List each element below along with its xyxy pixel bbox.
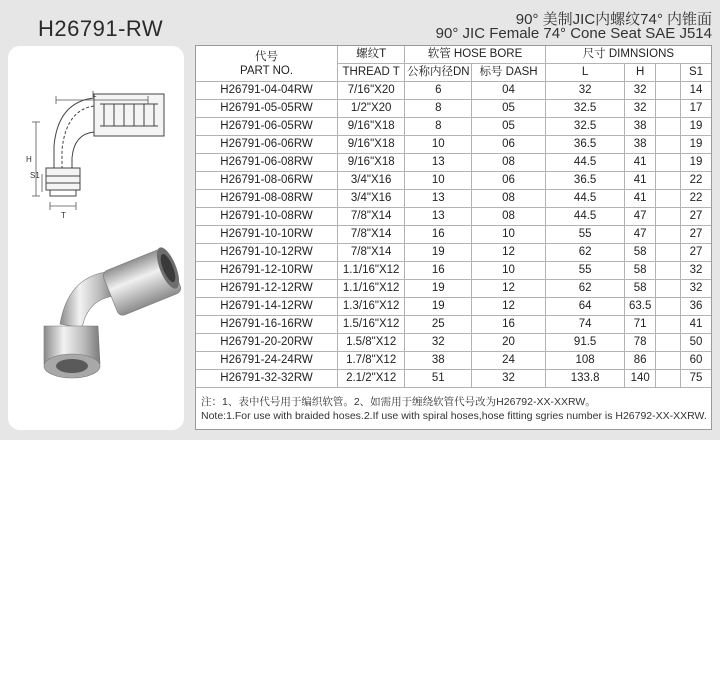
cell-blank xyxy=(655,280,680,298)
cell-dn: 19 xyxy=(405,244,472,262)
cell-dash: 06 xyxy=(472,136,545,154)
cell-part-no: H26791-06-06RW xyxy=(196,136,338,154)
fitting-photo xyxy=(44,245,184,378)
table-row xyxy=(196,352,711,370)
cell-dim-h: 41 xyxy=(625,190,655,208)
cell-dim-l: 44.5 xyxy=(545,190,625,208)
table-row xyxy=(196,82,711,100)
cell-dim-l: 32 xyxy=(545,82,625,100)
table-row xyxy=(196,154,711,172)
cell-dim-l: 44.5 xyxy=(545,208,625,226)
cell-part-no: H26791-05-05RW xyxy=(196,100,338,118)
cell-dn: 13 xyxy=(405,208,472,226)
cell-dim-l: 36.5 xyxy=(545,172,625,190)
cell-part-no: H26791-08-08RW xyxy=(196,190,338,208)
spec-table xyxy=(196,46,711,388)
cell-dn: 38 xyxy=(405,352,472,370)
cell-dim-l: 108 xyxy=(545,352,625,370)
cell-dim-h: 41 xyxy=(625,154,655,172)
dim-label-t: T xyxy=(61,211,66,220)
cell-dim-h: 58 xyxy=(625,280,655,298)
cell-part-no: H26791-32-32RW xyxy=(196,370,338,388)
cell-dn: 13 xyxy=(405,190,472,208)
cell-dim-s1: 22 xyxy=(681,190,711,208)
cell-part-no: H26791-04-04RW xyxy=(196,82,338,100)
cell-blank xyxy=(655,118,680,136)
cell-dash: 12 xyxy=(472,298,545,316)
cell-thread: 7/8"X14 xyxy=(338,208,405,226)
header-part-en: PART NO. xyxy=(240,64,294,77)
cell-dim-h: 58 xyxy=(625,262,655,280)
cell-dn: 8 xyxy=(405,100,472,118)
cell-dim-l: 32.5 xyxy=(545,100,625,118)
cell-dash: 06 xyxy=(472,172,545,190)
cell-blank xyxy=(655,154,680,172)
cell-thread: 9/16"X18 xyxy=(338,154,405,172)
cell-dash: 24 xyxy=(472,352,545,370)
title-chinese: 90° 美制JIC内螺纹74° 内锥面 xyxy=(515,11,712,28)
cell-dim-s1: 27 xyxy=(681,244,711,262)
table-row xyxy=(196,244,711,262)
cell-dim-s1: 19 xyxy=(681,154,711,172)
cell-dash: 10 xyxy=(472,226,545,244)
header-thread-cn: 螺纹T xyxy=(338,46,405,64)
table-row xyxy=(196,280,711,298)
cell-blank xyxy=(655,298,680,316)
header-s1: S1 xyxy=(681,64,711,82)
cell-dim-l: 74 xyxy=(545,316,625,334)
cell-thread: 1/2"X20 xyxy=(338,100,405,118)
cell-dn: 32 xyxy=(405,334,472,352)
cell-part-no: H26791-12-10RW xyxy=(196,262,338,280)
header-hosebore: 软管 HOSE BORE xyxy=(405,46,546,64)
cell-dim-h: 63.5 xyxy=(625,298,655,316)
product-image-panel xyxy=(8,46,184,430)
cell-dim-l: 133.8 xyxy=(545,370,625,388)
header-dash: 标号 DASH xyxy=(472,64,545,82)
cell-dim-s1: 41 xyxy=(681,316,711,334)
cell-blank xyxy=(655,100,680,118)
cell-part-no: H26791-16-16RW xyxy=(196,316,338,334)
cell-thread: 7/8"X14 xyxy=(338,226,405,244)
cell-blank xyxy=(655,334,680,352)
dim-label-l: L xyxy=(92,90,97,99)
cell-thread: 2.1/2"X12 xyxy=(338,370,405,388)
notes xyxy=(201,395,707,423)
note-chinese: 注：1、表中代号用于编织软管。2、如需用于缠绕软管代号改为H26792-XX-XXRW。 xyxy=(201,396,596,408)
cell-part-no: H26791-06-08RW xyxy=(196,154,338,172)
cell-dim-s1: 32 xyxy=(681,262,711,280)
cell-part-no: H26791-10-12RW xyxy=(196,244,338,262)
header-l: L xyxy=(545,64,625,82)
cell-dim-s1: 27 xyxy=(681,208,711,226)
cell-dim-s1: 17 xyxy=(681,100,711,118)
cell-dim-h: 71 xyxy=(625,316,655,334)
cell-part-no: H26791-12-12RW xyxy=(196,280,338,298)
cell-dim-s1: 75 xyxy=(681,370,711,388)
header-h: H xyxy=(625,64,655,82)
cell-dim-s1: 19 xyxy=(681,118,711,136)
table-row xyxy=(196,226,711,244)
cell-thread: 9/16"X18 xyxy=(338,136,405,154)
table-row xyxy=(196,118,711,136)
cell-dim-l: 32.5 xyxy=(545,118,625,136)
cell-dn: 16 xyxy=(405,226,472,244)
table-row xyxy=(196,370,711,388)
cell-dash: 10 xyxy=(472,262,545,280)
cell-dash: 08 xyxy=(472,190,545,208)
cell-dn: 6 xyxy=(405,82,472,100)
cell-dim-h: 86 xyxy=(625,352,655,370)
cell-dim-l: 64 xyxy=(545,298,625,316)
note-english: Note:1.For use with braided hoses.2.If use with spiral hoses,hose fitting sgries number is H26792-XX-XXRW. xyxy=(201,410,707,422)
model-number: H26791-RW xyxy=(38,16,164,41)
cell-dash: 20 xyxy=(472,334,545,352)
cell-dim-h: 38 xyxy=(625,136,655,154)
table-row xyxy=(196,262,711,280)
cell-part-no: H26791-06-05RW xyxy=(196,118,338,136)
cell-thread: 1.1/16"X12 xyxy=(338,262,405,280)
header-dn: 公称内径DN xyxy=(405,64,472,82)
cell-dim-s1: 60 xyxy=(681,352,711,370)
header-part-cn: 代号 xyxy=(255,50,279,63)
cell-part-no: H26791-08-06RW xyxy=(196,172,338,190)
cell-dash: 04 xyxy=(472,82,545,100)
cell-dash: 08 xyxy=(472,208,545,226)
cell-blank xyxy=(655,226,680,244)
cell-dim-s1: 27 xyxy=(681,226,711,244)
cell-dn: 13 xyxy=(405,154,472,172)
cell-dash: 16 xyxy=(472,316,545,334)
table-row xyxy=(196,100,711,118)
header-blank xyxy=(655,64,680,82)
cell-dn: 8 xyxy=(405,118,472,136)
cell-blank xyxy=(655,244,680,262)
cell-dn: 19 xyxy=(405,298,472,316)
cell-dim-l: 36.5 xyxy=(545,136,625,154)
header-thread-en: THREAD T xyxy=(338,64,405,82)
cell-thread: 1.5/16"X12 xyxy=(338,316,405,334)
header-part-cell xyxy=(196,46,338,82)
cell-thread: 1.3/16"X12 xyxy=(338,298,405,316)
table-row xyxy=(196,334,711,352)
cell-part-no: H26791-10-10RW xyxy=(196,226,338,244)
cell-part-no: H26791-14-12RW xyxy=(196,298,338,316)
cell-dn: 19 xyxy=(405,280,472,298)
cell-dash: 05 xyxy=(472,118,545,136)
cell-dim-l: 44.5 xyxy=(545,154,625,172)
cell-dim-h: 32 xyxy=(625,82,655,100)
cell-dim-h: 58 xyxy=(625,244,655,262)
cell-blank xyxy=(655,262,680,280)
cell-thread: 1.7/8"X12 xyxy=(338,352,405,370)
cell-dn: 10 xyxy=(405,136,472,154)
cell-blank xyxy=(655,172,680,190)
table-row xyxy=(196,136,711,154)
title-english: 90° JIC Female 74° Cone Seat SAE J514 xyxy=(435,25,712,42)
cell-part-no: H26791-10-08RW xyxy=(196,208,338,226)
table-row xyxy=(196,208,711,226)
cell-thread: 9/16"X18 xyxy=(338,118,405,136)
spec-table-frame xyxy=(195,45,712,430)
cell-dim-s1: 36 xyxy=(681,298,711,316)
cell-dash: 12 xyxy=(472,280,545,298)
cell-dash: 08 xyxy=(472,154,545,172)
dim-label-h: H xyxy=(26,155,32,164)
cell-blank xyxy=(655,82,680,100)
header-dimensions: 尺寸 DIMNSIONS xyxy=(545,46,711,64)
cell-blank xyxy=(655,352,680,370)
cell-dn: 16 xyxy=(405,262,472,280)
dim-label-s1: S1 xyxy=(30,171,40,180)
cell-dash: 05 xyxy=(472,100,545,118)
cell-dim-s1: 50 xyxy=(681,334,711,352)
cell-dim-h: 38 xyxy=(625,118,655,136)
cell-dn: 25 xyxy=(405,316,472,334)
technical-drawing xyxy=(8,46,184,430)
cell-thread: 1.1/16"X12 xyxy=(338,280,405,298)
cell-blank xyxy=(655,208,680,226)
cell-blank xyxy=(655,136,680,154)
cell-dim-s1: 19 xyxy=(681,136,711,154)
cell-dim-s1: 14 xyxy=(681,82,711,100)
table-row xyxy=(196,298,711,316)
elbow-line-drawing xyxy=(46,94,164,196)
cell-dim-h: 32 xyxy=(625,100,655,118)
table-row xyxy=(196,190,711,208)
cell-dn: 51 xyxy=(405,370,472,388)
cell-dash: 12 xyxy=(472,244,545,262)
cell-blank xyxy=(655,370,680,388)
cell-dim-h: 47 xyxy=(625,226,655,244)
cell-dim-l: 55 xyxy=(545,226,625,244)
cell-dim-s1: 32 xyxy=(681,280,711,298)
cell-dim-s1: 22 xyxy=(681,172,711,190)
cell-dim-l: 91.5 xyxy=(545,334,625,352)
cell-thread: 7/16"X20 xyxy=(338,82,405,100)
cell-dim-l: 62 xyxy=(545,244,625,262)
cell-dim-l: 55 xyxy=(545,262,625,280)
cell-thread: 7/8"X14 xyxy=(338,244,405,262)
cell-thread: 1.5/8"X12 xyxy=(338,334,405,352)
cell-dim-h: 41 xyxy=(625,172,655,190)
table-row xyxy=(196,172,711,190)
table-row xyxy=(196,316,711,334)
cell-blank xyxy=(655,190,680,208)
cell-part-no: H26791-20-20RW xyxy=(196,334,338,352)
cell-dim-h: 47 xyxy=(625,208,655,226)
cell-part-no: H26791-24-24RW xyxy=(196,352,338,370)
cell-blank xyxy=(655,316,680,334)
cell-dash: 32 xyxy=(472,370,545,388)
cell-dim-l: 62 xyxy=(545,280,625,298)
cell-dim-h: 140 xyxy=(625,370,655,388)
cell-thread: 3/4"X16 xyxy=(338,172,405,190)
cell-dn: 10 xyxy=(405,172,472,190)
cell-dim-h: 78 xyxy=(625,334,655,352)
cell-thread: 3/4"X16 xyxy=(338,190,405,208)
